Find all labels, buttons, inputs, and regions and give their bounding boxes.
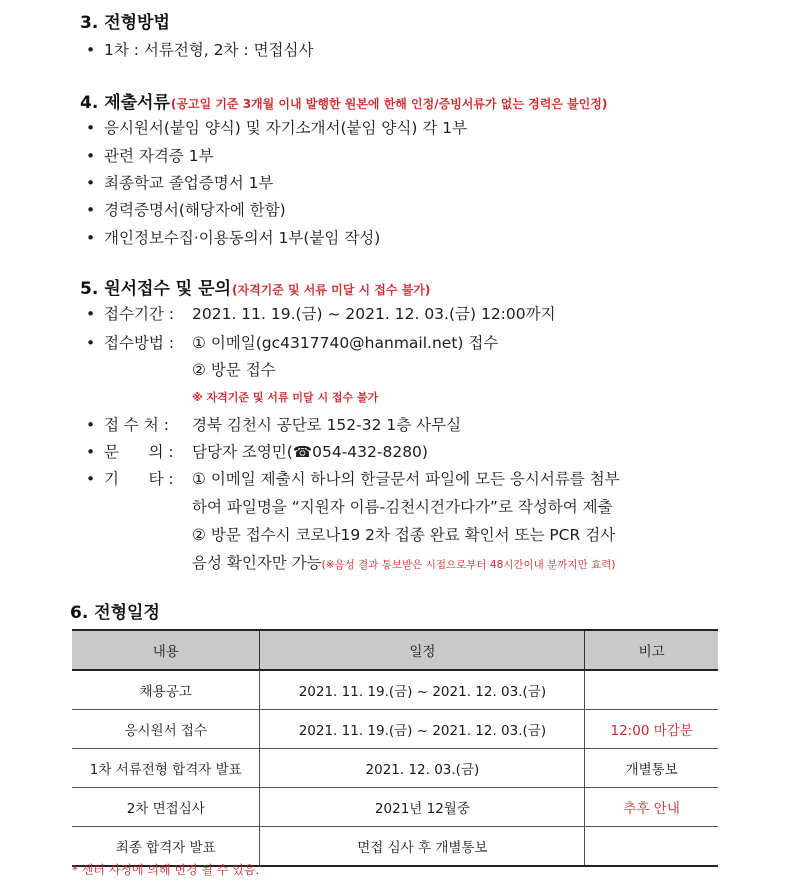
table-cell: 채용공고 xyxy=(72,670,260,710)
column-header: 내용 xyxy=(72,630,260,670)
section-4-heading: 4. 제출서류 xyxy=(80,93,170,113)
list-item xyxy=(86,171,273,193)
bullet: • xyxy=(86,201,96,219)
table-header-row xyxy=(72,630,718,670)
etc-line-4-text: 음성 확인자만 가능 xyxy=(192,554,322,572)
bullet: • xyxy=(86,470,96,488)
table-cell: 최종 합격자 발표 xyxy=(72,827,260,867)
table-cell: 2차 면접심사 xyxy=(72,788,260,827)
table-cell: 2021. 11. 19.(금) ~ 2021. 12. 03.(금) xyxy=(260,710,585,749)
place-value: 경북 김천시 공단로 152-32 1층 사무실 xyxy=(192,416,462,434)
section-5-note: (자격기준 및 서류 미달 시 접수 불가) xyxy=(232,283,431,297)
table-cell: 추후 안내 xyxy=(585,788,718,827)
etc-line-4 xyxy=(192,551,615,573)
list-item-text: 경력증명서(해당자에 한함) xyxy=(104,201,286,219)
contact-value: 담당자 조영민(☎054-432-8280) xyxy=(192,443,428,461)
section-4-note: (공고일 기준 3개월 이내 발행한 원본에 한해 인정/증빙서류가 없는 경력은 불인정) xyxy=(170,97,608,111)
method-row xyxy=(86,331,174,353)
bullet: • xyxy=(86,305,96,323)
table-row xyxy=(72,670,718,710)
table-cell: 1차 서류전형 합격자 발표 xyxy=(72,749,260,788)
section-4-title xyxy=(80,88,607,113)
list-item-text: 관련 자격증 1부 xyxy=(104,147,214,165)
table-row xyxy=(72,749,718,788)
place-label: 접 수 처 : xyxy=(104,416,169,434)
section-6-title: 6. 전형일정 xyxy=(70,603,160,623)
list-item-text: 응시원서(붙임 양식) 및 자기소개서(붙임 양식) 각 1부 xyxy=(104,119,468,137)
bullet: • xyxy=(86,443,96,461)
table-row xyxy=(72,710,718,749)
table-cell: 개별통보 xyxy=(585,749,718,788)
bullet: • xyxy=(86,147,96,165)
bullet: • xyxy=(86,119,96,137)
table-cell: 2021. 12. 03.(금) xyxy=(260,749,585,788)
list-item xyxy=(86,144,214,166)
etc-row xyxy=(86,467,174,489)
schedule-table xyxy=(72,629,718,867)
contact-row xyxy=(86,440,174,462)
table-cell: 응시원서 접수 xyxy=(72,710,260,749)
contact-label: 문 의 : xyxy=(104,443,174,461)
period-row xyxy=(86,302,174,324)
table-cell: 12:00 마감분 xyxy=(585,710,718,749)
bullet: • xyxy=(86,41,96,59)
bullet: • xyxy=(86,229,96,247)
etc-line-1: ① 이메일 제출시 하나의 한글문서 파일에 모든 응시서류를 첨부 xyxy=(192,470,620,488)
section-5-heading: 5. 원서접수 및 문의 xyxy=(80,279,231,299)
column-header: 비고 xyxy=(585,630,718,670)
list-item xyxy=(86,116,467,138)
list-item xyxy=(86,198,286,220)
section-5-title xyxy=(80,274,430,299)
table-cell xyxy=(585,827,718,867)
list-item-text: 최종학교 졸업증명서 1부 xyxy=(104,174,274,192)
method-label: 접수방법 : xyxy=(104,334,175,352)
column-header: 일정 xyxy=(260,630,585,670)
table-cell: 2021년 12월중 xyxy=(260,788,585,827)
footnote: * 센터 사정에 의해 변경 될 수 있음. xyxy=(72,863,260,877)
bullet: • xyxy=(86,416,96,434)
etc-note: (※음성 결과 통보받은 시점으로부터 48시간이내 분까지만 효력) xyxy=(321,559,616,571)
bullet: • xyxy=(86,174,96,192)
list-item xyxy=(86,38,313,60)
place-row xyxy=(86,413,169,435)
method-email: ① 이메일(gc4317740@hanmail.net) 접수 xyxy=(192,334,499,352)
etc-label: 기 타 : xyxy=(104,470,174,488)
etc-line-3: ② 방문 접수시 코로나19 2차 접종 완료 확인서 또는 PCR 검사 xyxy=(192,526,616,544)
table-cell xyxy=(585,670,718,710)
method-warning: ※ 자격기준 및 서류 미달 시 접수 불가 xyxy=(192,391,379,404)
method-visit: ② 방문 접수 xyxy=(192,361,276,379)
table-row xyxy=(72,788,718,827)
period-value: 2021. 11. 19.(금) ~ 2021. 12. 03.(금) 12:00까지 xyxy=(192,305,556,323)
list-item-text: 개인정보수집·이용동의서 1부(붙임 작성) xyxy=(104,229,381,247)
bullet: • xyxy=(86,334,96,352)
etc-line-2: 하여 파일명을 “지원자 이름-김천시건가다가”로 작성하여 제출 xyxy=(192,498,613,516)
section-3-title: 3. 전형방법 xyxy=(80,13,170,33)
table-cell: 면접 심사 후 개별통보 xyxy=(260,827,585,867)
list-item-text: 1차 : 서류전형, 2차 : 면접심사 xyxy=(104,41,314,59)
table-cell: 2021. 11. 19.(금) ~ 2021. 12. 03.(금) xyxy=(260,670,585,710)
list-item xyxy=(86,226,380,248)
period-label: 접수기간 : xyxy=(104,305,175,323)
